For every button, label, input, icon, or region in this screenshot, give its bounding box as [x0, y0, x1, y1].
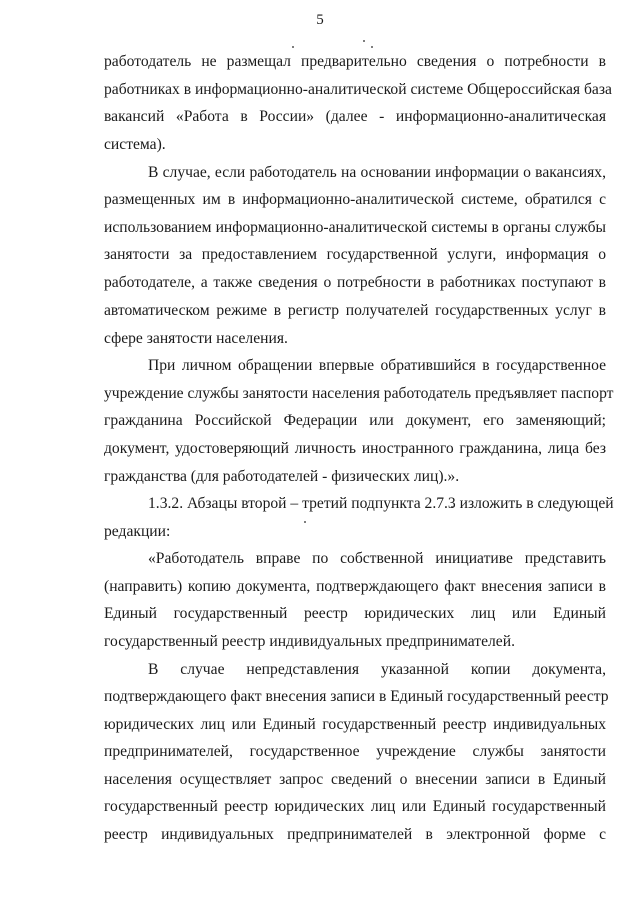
- text-line: размещенных им в информационно-аналитической системе, обратился с: [104, 191, 606, 208]
- text-line: 1.3.2. Абзацы второй – третий подпункта 2.7.3 изложить в следующей: [148, 495, 614, 512]
- text-line: система).: [104, 136, 166, 153]
- text-line: редакции:: [104, 523, 171, 540]
- text-line: юридических лиц или Единый государственный реестр индивидуальных: [104, 716, 606, 733]
- text-line: вакансий «Работа в России» (далее - информационно-аналитическая: [104, 108, 606, 125]
- text-line: При личном обращении впервые обратившийся в государственное: [148, 357, 606, 374]
- text-line: В случае, если работодатель на основании информации о вакансиях,: [148, 164, 606, 181]
- text-line: документ, удостоверяющий личность иностранного гражданина, лица без: [104, 440, 606, 457]
- text-line: предпринимателей, государственное учреждение службы занятости: [104, 743, 606, 760]
- text-line: занятости за предоставлением государственной услуги, информация о: [104, 246, 606, 263]
- text-line: (направить) копию документа, подтверждающего факт внесения записи в: [104, 578, 606, 595]
- text-line: населения осуществляет запрос сведений о внесении записи в Единый: [104, 771, 606, 788]
- text-line: подтверждающего факт внесения записи в Единый государственный реестр: [104, 688, 609, 705]
- text-line: работниках в информационно-аналитической системе Общероссийская база: [104, 81, 612, 98]
- text-line: реестр индивидуальных предпринимателей в электронной форме с: [104, 826, 606, 843]
- scan-speck: [292, 46, 294, 48]
- text-line: гражданства (для работодателей - физических лиц).».: [104, 468, 460, 485]
- text-line: В случае непредставления указанной копии документа,: [148, 661, 606, 678]
- text-line: «Работодатель вправе по собственной инициативе представить: [148, 550, 606, 567]
- text-line: Единый государственный реестр юридических лиц или Единый: [104, 605, 606, 622]
- scan-speck: [371, 46, 373, 48]
- text-line: государственный реестр индивидуальных предпринимателей.: [104, 633, 515, 650]
- text-line: автоматическом режиме в регистр получателей государственных услуг в: [104, 302, 606, 319]
- text-line: учреждение службы занятости населения работодатель предъявляет паспорт: [104, 385, 614, 402]
- text-line: гражданина Российской Федерации или документ, его заменяющий;: [104, 412, 606, 429]
- text-line: использованием информационно-аналитической системы в органы службы: [104, 219, 606, 236]
- page-number: 5: [316, 12, 324, 28]
- text-line: работодателе, а также сведения о потребности в работниках поступают в: [104, 274, 606, 291]
- text-line: работодатель не размещал предварительно сведения о потребности в: [104, 53, 606, 70]
- text-line: сфере занятости населения.: [104, 330, 288, 347]
- text-line: государственный реестр юридических лиц или Единый государственный: [104, 798, 606, 815]
- scan-speck: [363, 40, 365, 42]
